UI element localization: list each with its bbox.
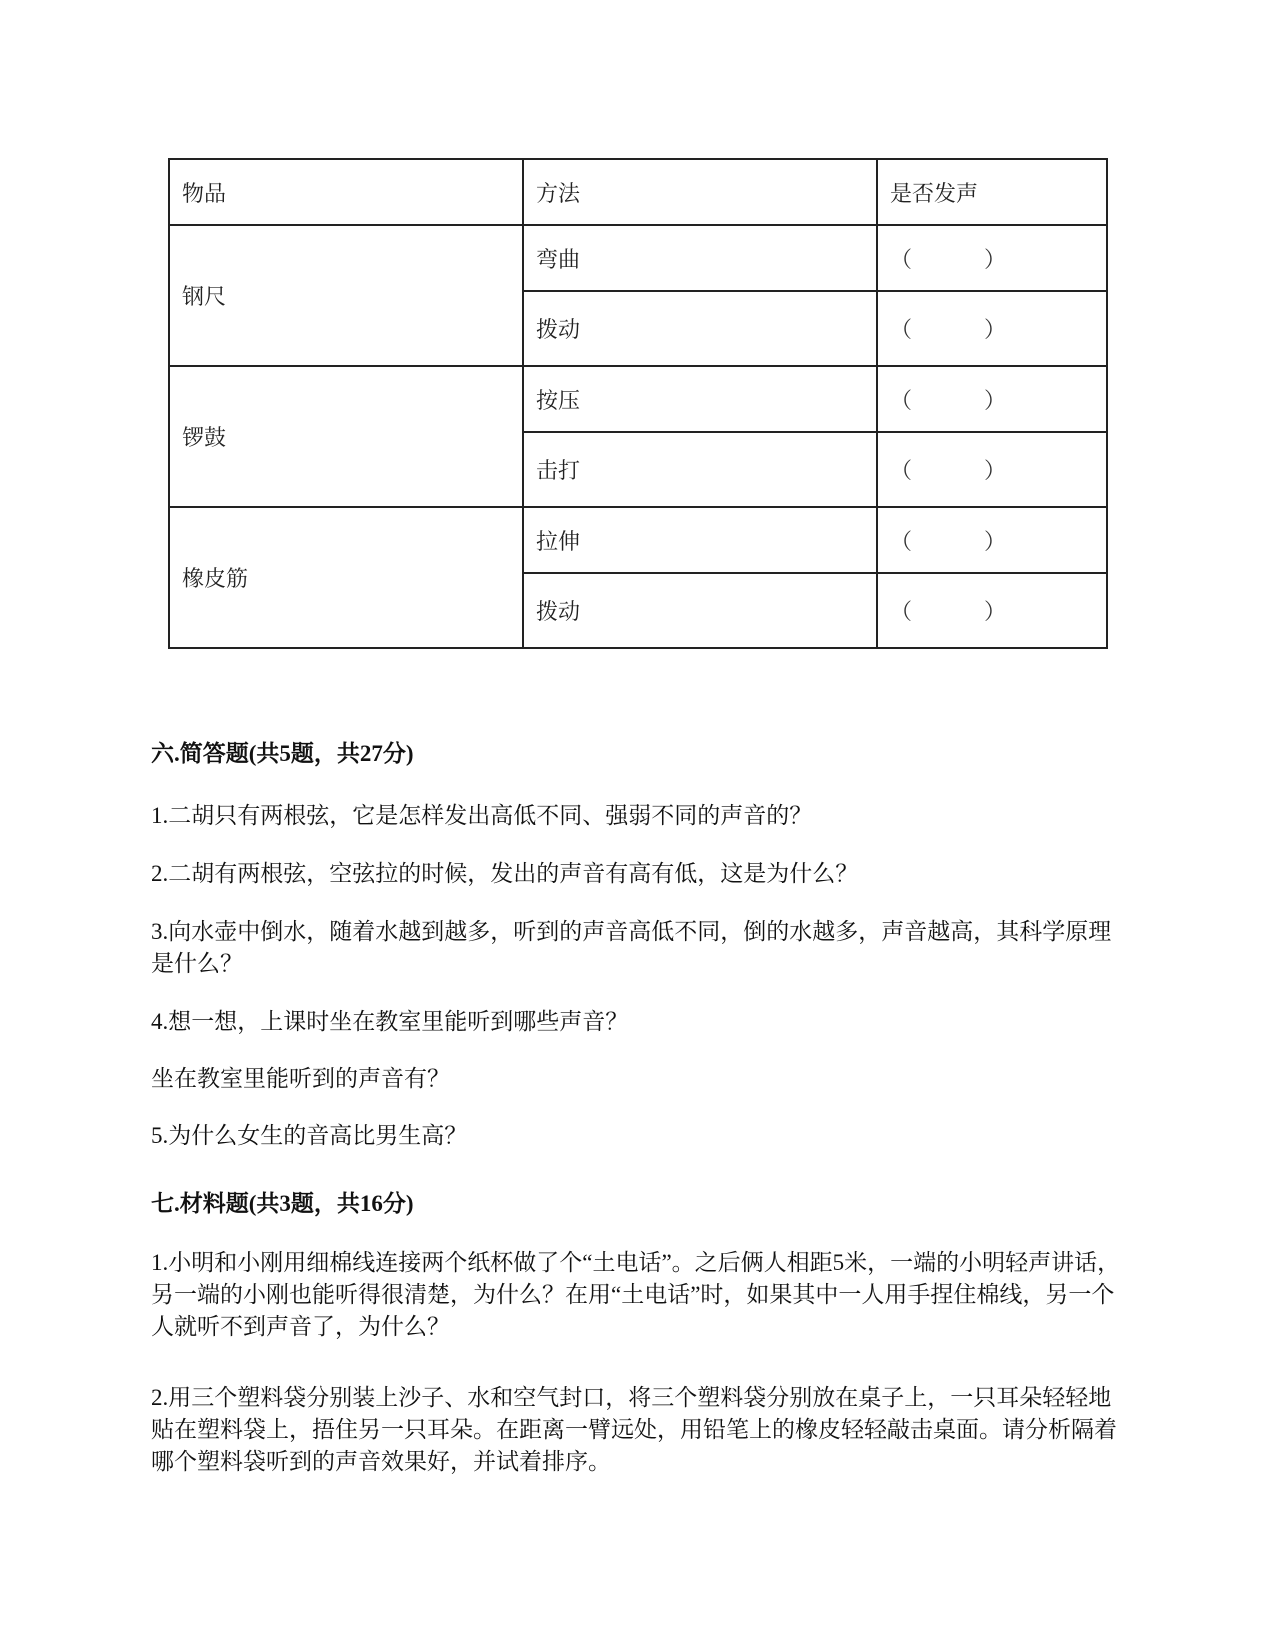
answer-blank-cell[interactable]: （ ）: [877, 225, 1107, 291]
answer-blank-cell[interactable]: （ ）: [877, 432, 1107, 507]
header-cell-item: 物品: [169, 159, 523, 225]
method-cell: 拉伸: [523, 507, 877, 573]
method-cell: 击打: [523, 432, 877, 507]
item-cell: 钢尺: [169, 225, 523, 366]
section7-title: 七.材料题(共3题，共16分): [151, 1191, 414, 1216]
method-cell: 拨动: [523, 573, 877, 648]
item-cell: 锣鼓: [169, 366, 523, 507]
method-cell: 按压: [523, 366, 877, 432]
question-7-2: 2.用三个塑料袋分别装上沙子、水和空气封口，将三个塑料袋分别放在桌子上，一只耳朵轻轻地贴在塑料袋上，捂住另一只耳朵。在距离一臂远处，用铅笔上的橡皮轻轻敲击桌面。请分析隔着哪个塑料袋听到的声音效果好，并试着排序。: [151, 1385, 1117, 1474]
method-cell: 拨动: [523, 291, 877, 366]
table-row: [169, 507, 1107, 573]
question-7-1: 1.小明和小刚用细棉线连接两个纸杯做了个“土电话”。之后俩人相距5米，一端的小明轻声讲话，另一端的小刚也能听得很清楚，为什么？在用“土电话”时，如果其中一人用手捏住棉线，另一个人就听不到声音了，为什么？: [151, 1250, 1121, 1339]
answer-blank-cell[interactable]: （ ）: [877, 366, 1107, 432]
answer-blank-cell[interactable]: （ ）: [877, 507, 1107, 573]
question-6-3: 3.向水壶中倒水，随着水越到越多，听到的声音高低不同，倒的水越多，声音越高，其科学原理是什么？: [151, 919, 1112, 976]
header-cell-method: 方法: [523, 159, 877, 225]
question-6-1: 1.二胡只有两根弦，它是怎样发出高低不同、强弱不同的声音的？: [151, 803, 813, 828]
answer-blank-cell[interactable]: （ ）: [877, 291, 1107, 366]
experiment-table: [168, 158, 1108, 649]
table-row: [169, 366, 1107, 432]
question-6-4-prompt: 坐在教室里能听到的声音有？: [151, 1066, 450, 1091]
question-6-5: 5.为什么女生的音高比男生高？: [151, 1123, 468, 1148]
experiment-table-container: [168, 158, 1108, 649]
table-row: [169, 225, 1107, 291]
method-cell: 弯曲: [523, 225, 877, 291]
question-6-2: 2.二胡有两根弦，空弦拉的时候，发出的声音有高有低，这是为什么？: [151, 861, 859, 886]
answer-blank-cell[interactable]: （ ）: [877, 573, 1107, 648]
question-6-4: 4.想一想，上课时坐在教室里能听到哪些声音？: [151, 1009, 629, 1034]
section6-title: 六.简答题(共5题，共27分): [151, 741, 414, 766]
item-cell: 橡皮筋: [169, 507, 523, 648]
header-cell-sound: 是否发声: [877, 159, 1107, 225]
table-header-row: [169, 159, 1107, 225]
